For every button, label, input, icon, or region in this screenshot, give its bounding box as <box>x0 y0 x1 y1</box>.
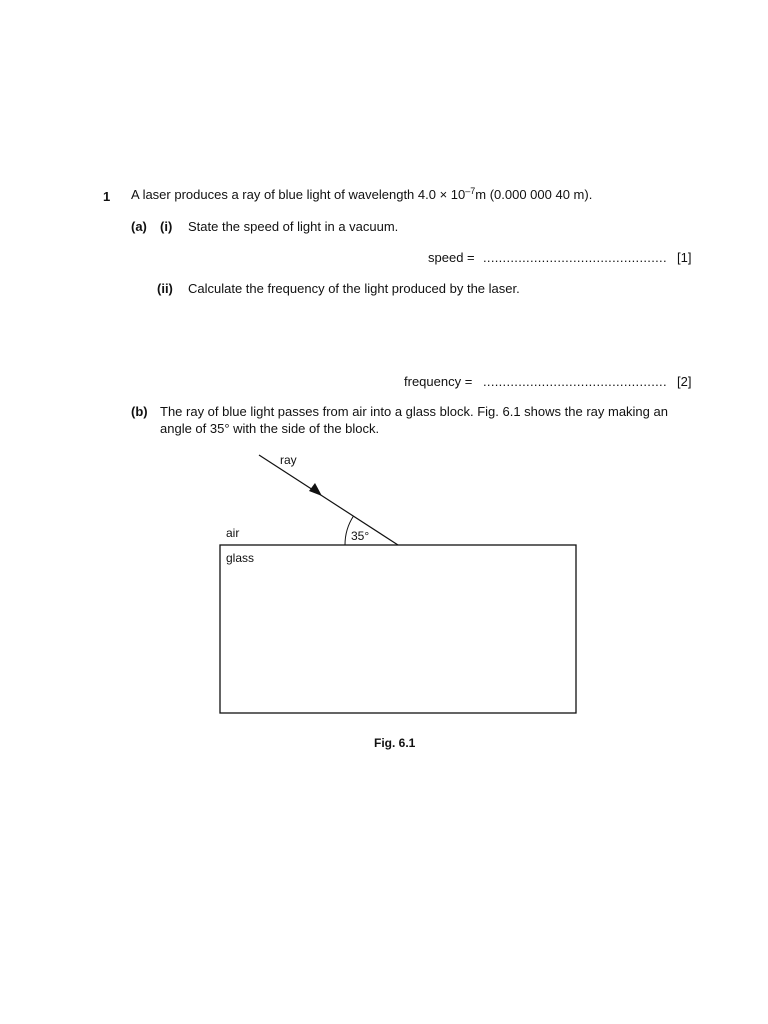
part-a-i-text: State the speed of light in a vacuum. <box>188 219 399 234</box>
speed-answer-label: speed = <box>428 250 475 265</box>
figure-caption: Fig. 6.1 <box>374 736 416 750</box>
speed-marks: [1] <box>677 250 692 265</box>
glass-label: glass <box>226 551 255 565</box>
part-b-text: The ray of blue light passes from air into a glass block. Fig. 6.1 shows the ray making an angle of 35° with the side of the block. <box>160 404 668 436</box>
stem-prefix: A laser produces a ray of blue light of wavelength 4.0 × 10 <box>131 187 466 202</box>
frequency-marks: [2] <box>677 374 692 389</box>
glass-block <box>220 545 576 713</box>
question-number: 1 <box>103 189 111 204</box>
angle-label: 35° <box>351 529 370 543</box>
speed-answer-line[interactable]: ............................................... <box>483 250 667 265</box>
part-a-i-label: (i) <box>160 219 173 234</box>
part-a-label: (a) <box>131 219 147 234</box>
ray-label: ray <box>280 453 297 467</box>
part-a-ii-text: Calculate the frequency of the light produced by the laser. <box>188 281 520 296</box>
incident-ray <box>259 455 398 545</box>
part-a-ii-label: (ii) <box>157 281 173 296</box>
part-b-label: (b) <box>131 404 148 419</box>
stem-suffix: m (0.000 000 40 m). <box>475 187 593 202</box>
stem-exponent: –7 <box>465 186 476 196</box>
frequency-answer-line[interactable]: ............................................... <box>483 374 667 389</box>
air-label: air <box>226 526 240 540</box>
ray-arrowhead-icon <box>309 483 322 496</box>
frequency-answer-label: frequency = <box>404 374 473 389</box>
